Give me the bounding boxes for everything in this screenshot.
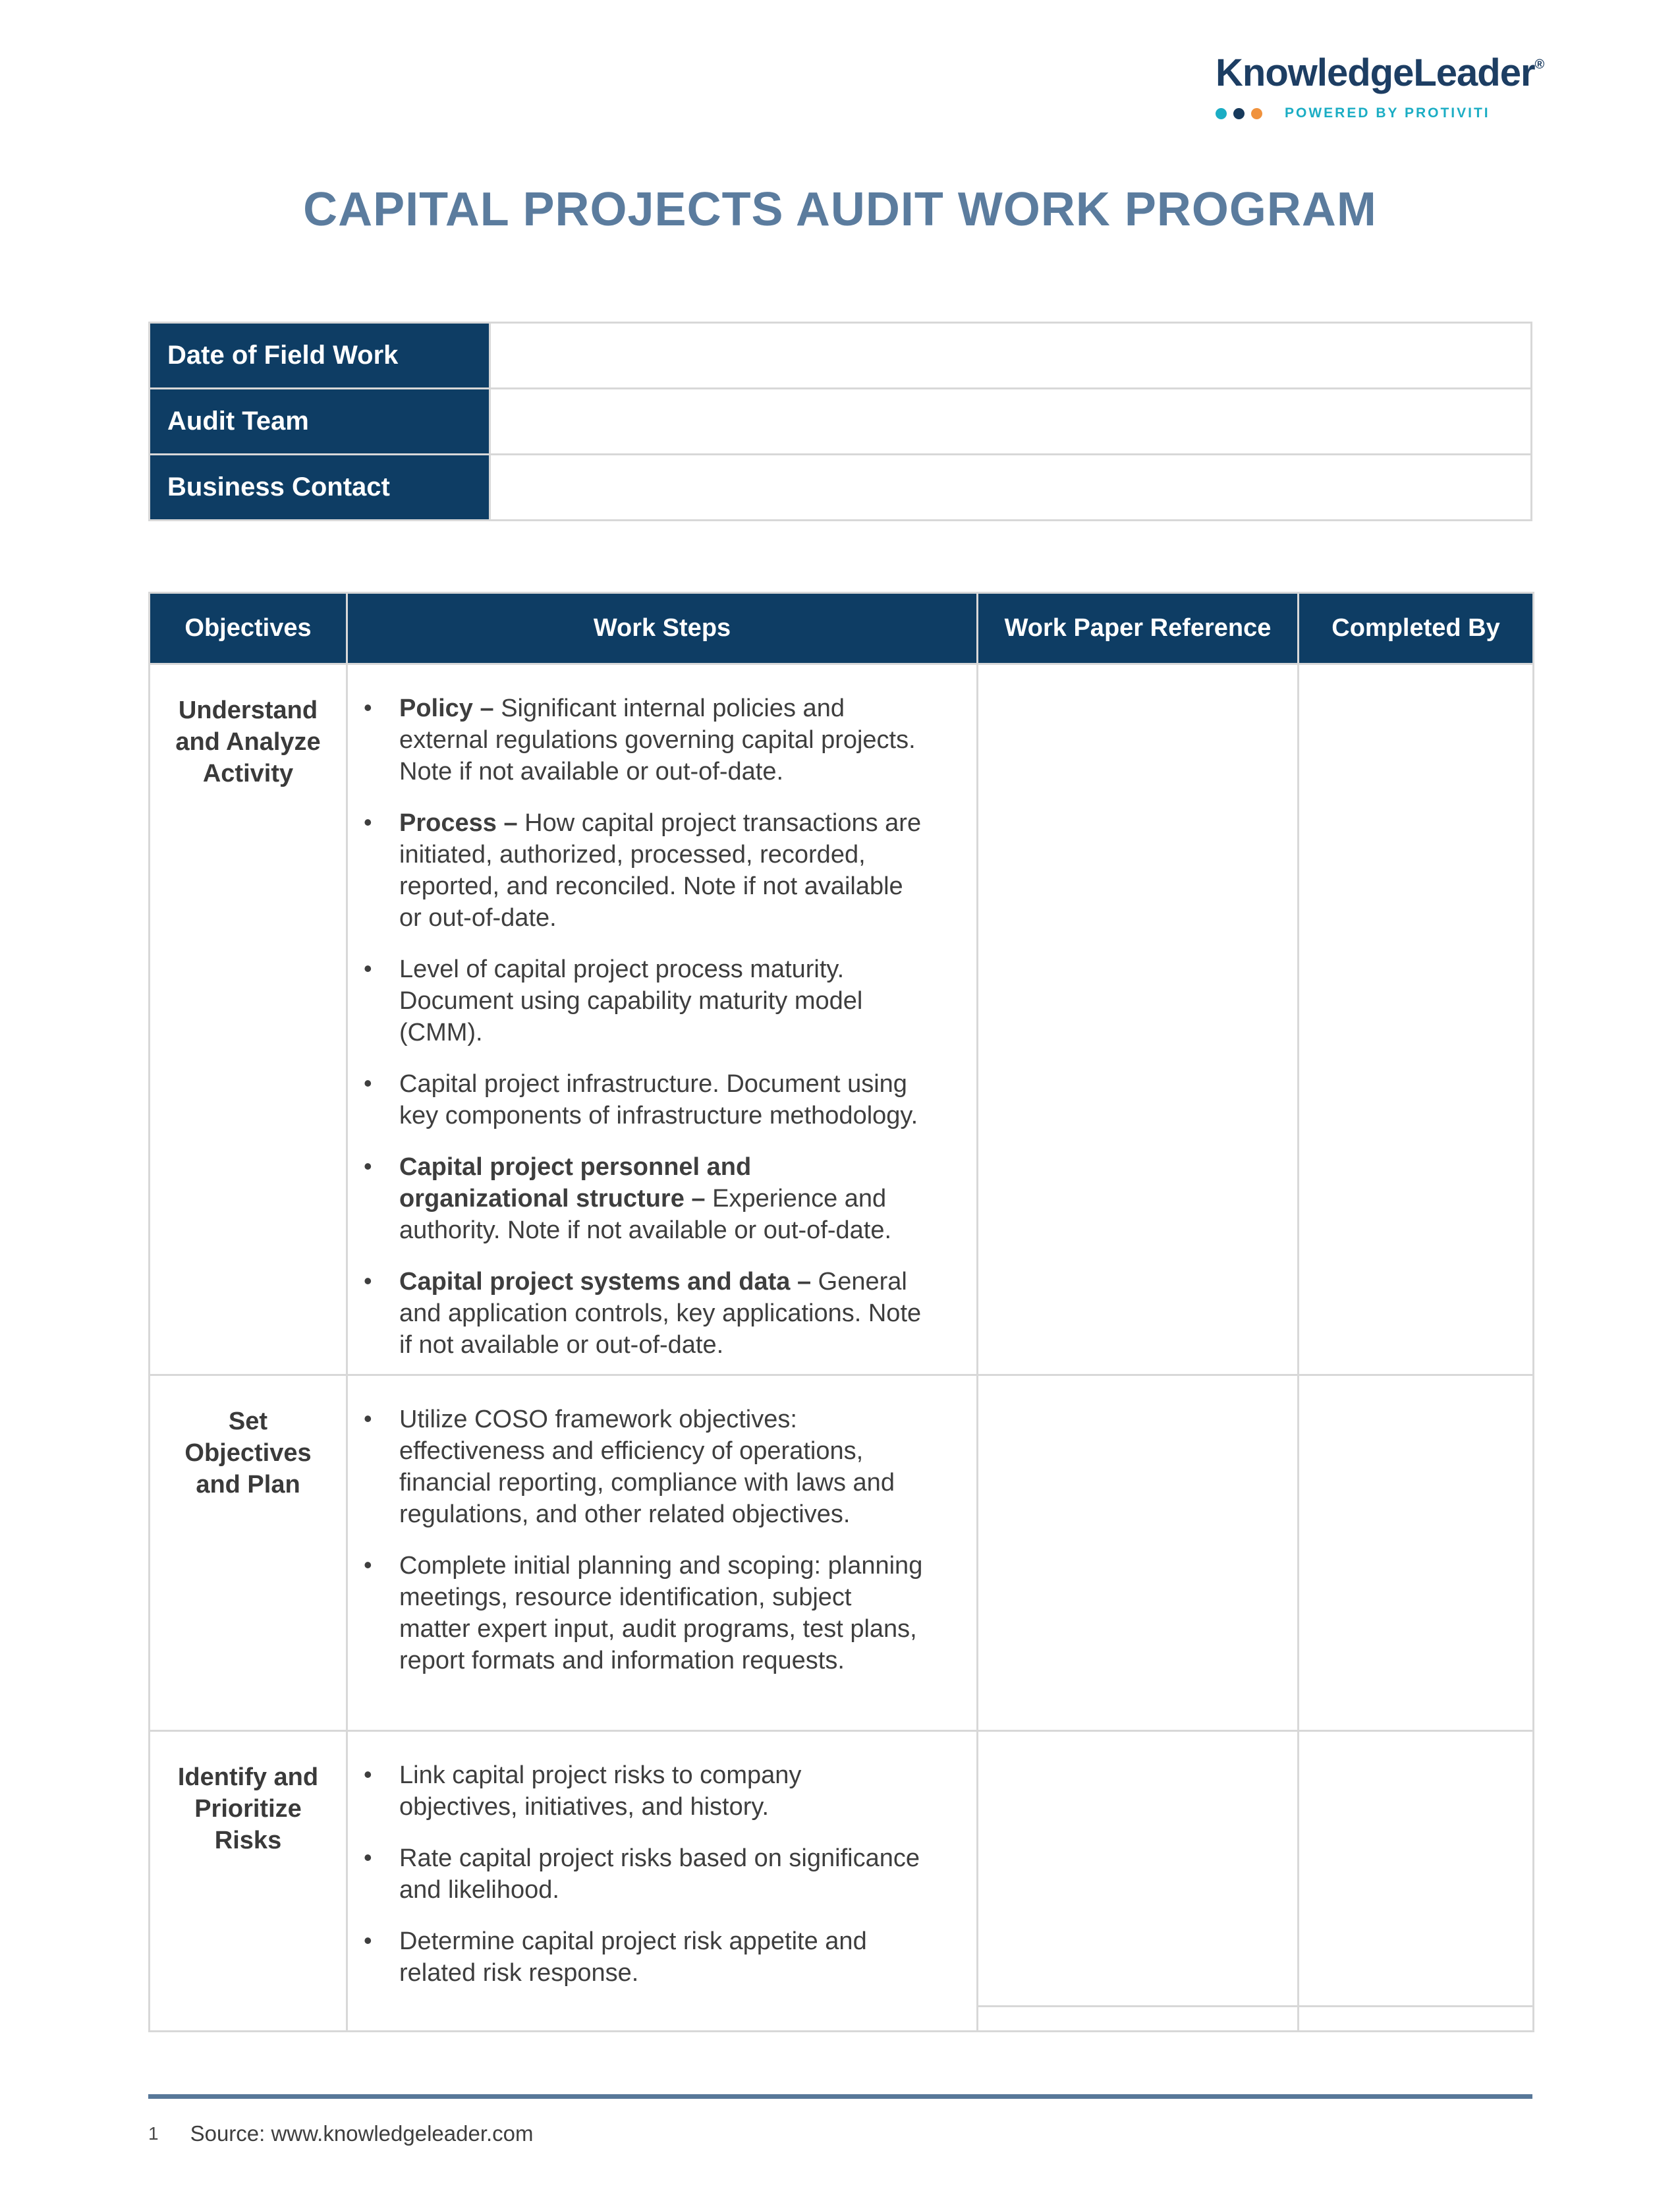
work-step-bullet — [348, 1266, 924, 1361]
date-of-field-work-label: Date of Field Work — [150, 323, 490, 389]
page-title: CAPITAL PROJECTS AUDIT WORK PROGRAM — [303, 183, 1377, 236]
business-contact-label: Business Contact — [150, 455, 490, 521]
audit-team-label: Audit Team — [150, 389, 490, 455]
table-row — [150, 323, 1532, 389]
work-step-bullet — [348, 1151, 924, 1246]
work-step-bullet — [348, 807, 924, 934]
logo-dot-orange-icon — [1251, 108, 1262, 119]
work-step-text: Determine capital project risk appetite and related risk response. — [399, 1927, 867, 1987]
table-header-row — [150, 593, 1534, 664]
work-step-bullet — [348, 693, 924, 787]
source-attribution: Source: www.knowledgeleader.com — [190, 2121, 534, 2146]
work-step-text: Level of capital project process maturity. Document using capability maturity model (CMM). — [399, 956, 863, 1046]
logo-wordmark — [1216, 51, 1545, 94]
footer-divider — [148, 2094, 1532, 2099]
work-step-bold-lead: Capital project personnel and organizational structure – — [399, 1153, 752, 1213]
completed-by-cell[interactable] — [1299, 664, 1534, 1375]
table-row — [150, 664, 1534, 1375]
work-steps-list — [348, 1759, 976, 1989]
table-row — [150, 1731, 1534, 2007]
business-contact-value[interactable] — [490, 455, 1532, 521]
objective-cell: Set Objectives and Plan — [150, 1375, 347, 1731]
work-steps-cell — [347, 1731, 978, 2032]
work-paper-reference-column-header: Work Paper Reference — [978, 593, 1299, 664]
work-steps-cell — [347, 664, 978, 1375]
work-steps-list — [348, 693, 976, 1361]
logo-dot-teal-icon — [1216, 108, 1227, 119]
work-paper-reference-cell[interactable] — [978, 664, 1299, 1375]
work-step-bullet — [348, 1550, 924, 1676]
logo-tagline-row — [1216, 105, 1544, 121]
work-step-text: Significant internal policies and external regulations governing capital projects. Note if not available or out-of-date. — [399, 695, 916, 785]
work-steps-cell — [347, 1375, 978, 1731]
work-program-table — [148, 592, 1534, 2032]
objective-cell: Understand and Analyze Activity — [150, 664, 347, 1375]
work-step-text: Complete initial planning and scoping: planning meetings, resource identification, subject matter expert input, audit programs, test plans, report formats and information requests. — [399, 1552, 923, 1674]
knowledgeleader-logo — [1216, 51, 1545, 121]
work-step-bullet — [348, 1068, 924, 1131]
footer — [148, 2121, 1532, 2147]
work-steps-list — [348, 1404, 976, 1676]
work-step-bold-lead: Policy – — [399, 695, 501, 722]
table-row — [150, 1375, 1534, 1731]
work-step-bullet — [348, 1842, 924, 1906]
objective-cell: Identify and Prioritize Risks — [150, 1731, 347, 2032]
objectives-column-header: Objectives — [150, 593, 347, 664]
work-step-text: Rate capital project risks based on significance and likelihood. — [399, 1844, 920, 1904]
registered-trademark: ® — [1534, 57, 1545, 72]
work-step-bullet — [348, 1404, 924, 1530]
work-step-text: Capital project infrastructure. Document using key components of infrastructure methodology. — [399, 1070, 918, 1129]
work-step-bullet — [348, 1759, 924, 1823]
work-step-bold-lead: Capital project systems and data – — [399, 1268, 818, 1296]
logo-tagline: POWERED BY PROTIVITI — [1285, 105, 1490, 121]
work-step-text: How capital project transactions are initiated, authorized, processed, recorded, reported, and reconciled. Note if not available or out-of-date. — [399, 809, 922, 932]
work-paper-reference-cell[interactable] — [978, 1375, 1299, 1731]
logo-dot-navy-icon — [1233, 108, 1245, 119]
table-row — [150, 455, 1532, 521]
work-step-text: Link capital project risks to company objectives, initiatives, and history. — [399, 1761, 802, 1821]
completed-by-column-header: Completed By — [1299, 593, 1534, 664]
work-step-bullet — [348, 1926, 924, 1989]
work-paper-reference-cell[interactable] — [978, 2007, 1299, 2032]
work-step-bold-lead: Process – — [399, 809, 525, 837]
work-steps-column-header: Work Steps — [347, 593, 978, 664]
table-row — [150, 389, 1532, 455]
fieldwork-info-table — [148, 322, 1532, 521]
date-of-field-work-value[interactable] — [490, 323, 1532, 389]
completed-by-cell[interactable] — [1299, 2007, 1534, 2032]
audit-team-value[interactable] — [490, 389, 1532, 455]
work-step-text: General and application controls, key applications. Note if not available or out-of-date. — [399, 1268, 922, 1359]
completed-by-cell[interactable] — [1299, 1375, 1534, 1731]
work-paper-reference-cell[interactable] — [978, 1731, 1299, 2007]
work-step-text: Utilize COSO framework objectives: effectiveness and efficiency of operations, financial reporting, compliance with laws and regulations, and other related objectives. — [399, 1406, 895, 1528]
completed-by-cell[interactable] — [1299, 1731, 1534, 2007]
work-step-bullet — [348, 954, 924, 1048]
page-number: 1 — [148, 2123, 159, 2144]
work-step-text: Experience and authority. Note if not available or out-of-date. — [399, 1185, 892, 1244]
logo-wordmark-text: KnowledgeLeader — [1216, 51, 1535, 94]
